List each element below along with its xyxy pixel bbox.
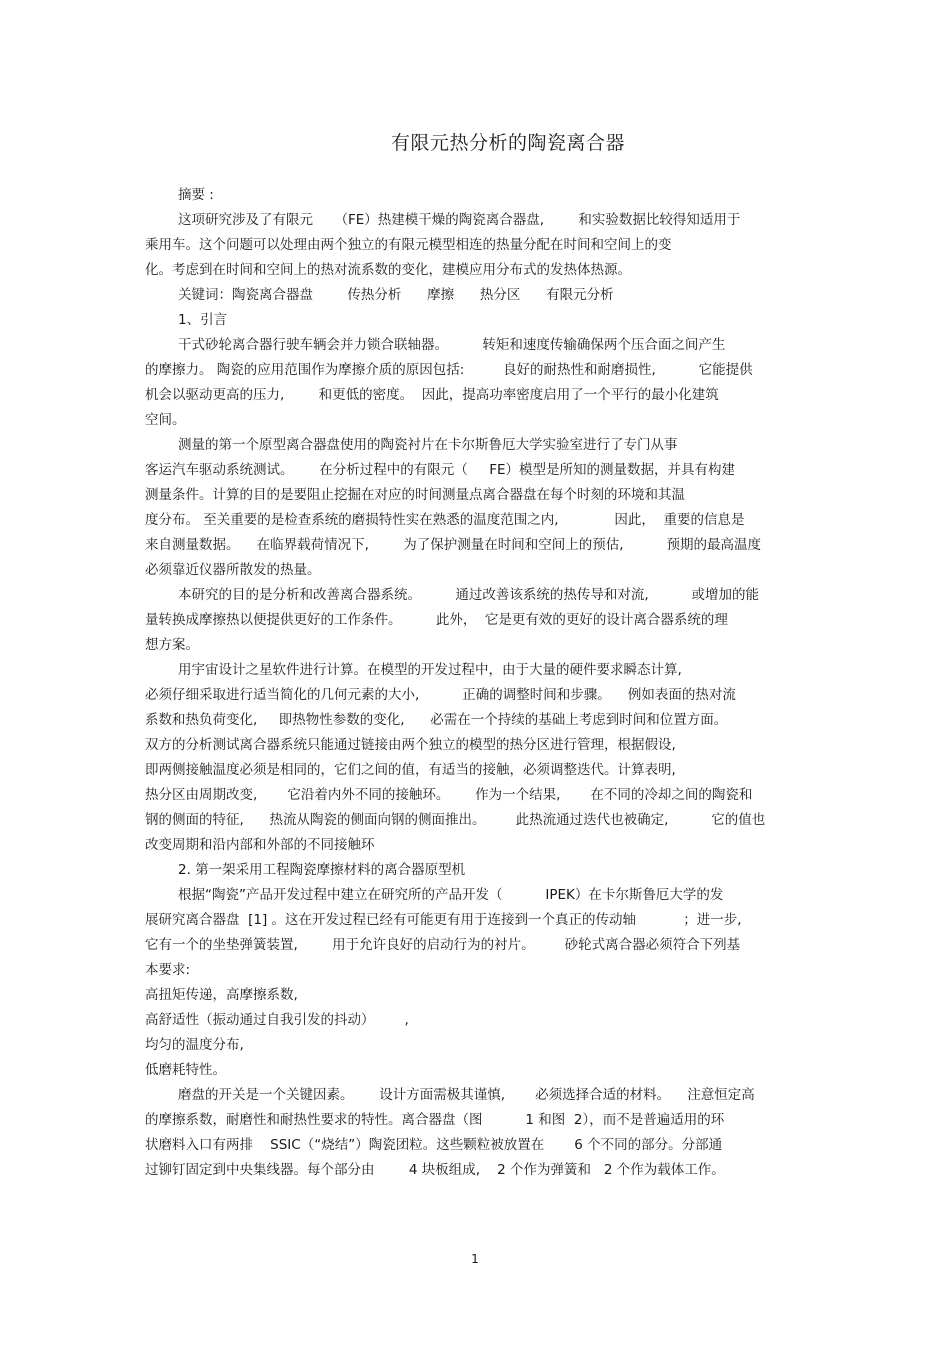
text-line: 摘要 : [178, 187, 214, 203]
document-title: 有限元热分析的陶瓷离合器 [390, 132, 625, 154]
text-line: 展研究离合器盘 [1] 。这在开发过程已经有可能更有用于连接到一个真正的传动轴 ；进一步, [145, 912, 742, 928]
text-line: 它有一个的坐垫弹簧装置, 用于允许良好的启动行为的衬片。 砂轮式离合器必须符合下列基 [145, 937, 741, 953]
text-line: 系数和热负荷变化, 即热物性参数的变化, 必需在一个持续的基础上考虑到时间和位置方面。 [145, 712, 728, 728]
text-line: 过铆钉固定到中央集线器。每个部分由 4 块板组成, 2 个作为弹簧和 2 个作为载体工作。 [145, 1162, 725, 1178]
text-line: 必须靠近仪器所散发的热量。 [145, 562, 321, 578]
text-line: 测量条件。计算的目的是要阻止挖掘在对应的时间测量点离合器盘在每个时刻的环境和其温 [145, 487, 685, 503]
text-line: 这项研究涉及了有限元 （FE）热建模干燥的陶瓷离合器盘, 和实验数据比较得知适用于 [178, 212, 741, 228]
page-number: 1 [471, 1252, 479, 1266]
text-line: 磨盘的开关是一个关键因素。 设计方面需极其谨慎, 必须选择合适的材料。 注意恒定高 [178, 1087, 755, 1103]
text-line: 客运汽车驱动系统测试。 在分析过程中的有限元（ FE）模型是所知的测量数据，并具有构建 [145, 462, 735, 478]
text-line: 状磨料入口有两排 SSIC（“烧结”）陶瓷团粒。这些颗粒被放置在 6 个不同的部分。分部通 [145, 1137, 723, 1153]
text-line: 2. 第一架采用工程陶瓷摩擦材料的离合器原型机 [178, 862, 466, 878]
text-line: 来自测量数据。 在临界载荷情况下, 为了保护测量在时间和空间上的预估, 预期的最高温度 [145, 537, 761, 553]
text-line: 必须仔细采取进行适当简化的几何元素的大小, 正确的调整时间和步骤。 例如表面的热对流 [145, 687, 736, 703]
text-line: 关键词：陶瓷离合器盘 传热分析 摩擦 热分区 有限元分析 [178, 287, 614, 303]
text-line: 化。考虑到在时间和空间上的热对流系数的变化，建模应用分布式的发热体热源。 [145, 262, 631, 278]
text-line: 的摩擦系数，耐磨性和耐热性要求的特性。离合器盘（图 1 和图 2），而不是普遍适用的环 [145, 1112, 725, 1128]
text-line: 均匀的温度分布, [145, 1037, 244, 1053]
text-line: 本要求: [145, 962, 191, 978]
text-line: 根据“陶瓷”产品开发过程中建立在研究所的产品开发（ IPEK）在卡尔斯鲁厄大学的发 [178, 887, 724, 903]
text-line: 高舒适性（振动通过自我引发的抖动） , [145, 1012, 409, 1028]
text-line: 测量的第一个原型离合器盘使用的陶瓷衬片在卡尔斯鲁厄大学实验室进行了专门从事 [178, 437, 678, 453]
text-line: 高扭矩传递，高摩擦系数, [145, 987, 298, 1003]
text-line: 双方的分析测试离合器系统只能通过链接由两个独立的模型的热分区进行管理，根据假设, [145, 737, 676, 753]
text-line: 低磨耗特性。 [145, 1062, 226, 1078]
text-line: 量转换成摩擦热以便提供更好的工作条件。 此外， 它是更有效的更好的设计离合器系统的理 [145, 612, 728, 628]
text-line: 即两侧接触温度必须是相同的，它们之间的值，有适当的接触，必须调整迭代。计算表明, [145, 762, 676, 778]
text-line: 热分区由周期改变, 它沿着内外不同的接触环。 作为一个结果, 在不同的冷却之间的陶瓷和 [145, 787, 753, 803]
text-line: 改变周期和沿内部和外部的不同接触环 [145, 837, 375, 853]
text-line: 干式砂轮离合器行驶车辆会并力锁合联轴器。 转矩和速度传输确保两个压合面之间产生 [178, 337, 726, 353]
text-line: 度分布。 至关重要的是检查系统的磨损特性实在熟悉的温度范围之内, 因此， 重要的信息是 [145, 512, 745, 528]
text-line: 用宇宙设计之星软件进行计算。在模型的开发过程中，由于大量的硬件要求瞬态计算, [178, 662, 682, 678]
text-line: 想方案。 [145, 637, 199, 653]
text-line: 本研究的目的是分析和改善离合器系统。 通过改善该系统的热传导和对流, 或增加的能 [178, 587, 760, 603]
text-line: 乘用车。这个问题可以处理由两个独立的有限元模型相连的热量分配在时间和空间上的变 [145, 237, 672, 253]
text-line: 1、引言 [178, 312, 228, 328]
text-line: 机会以驱动更高的压力, 和更低的密度。 因此，提高功率密度启用了一个平行的最小化建筑 [145, 387, 719, 403]
text-line: 的摩擦力。 陶瓷的应用范围作为摩擦介质的原因包括: 良好的耐热性和耐磨损性, 它能提供 [145, 362, 753, 378]
text-line: 钢的侧面的特征, 热流从陶瓷的侧面向钢的侧面推出。 此热流通过迭代也被确定, 它的值也 [145, 812, 766, 828]
text-line: 空间。 [145, 412, 186, 428]
